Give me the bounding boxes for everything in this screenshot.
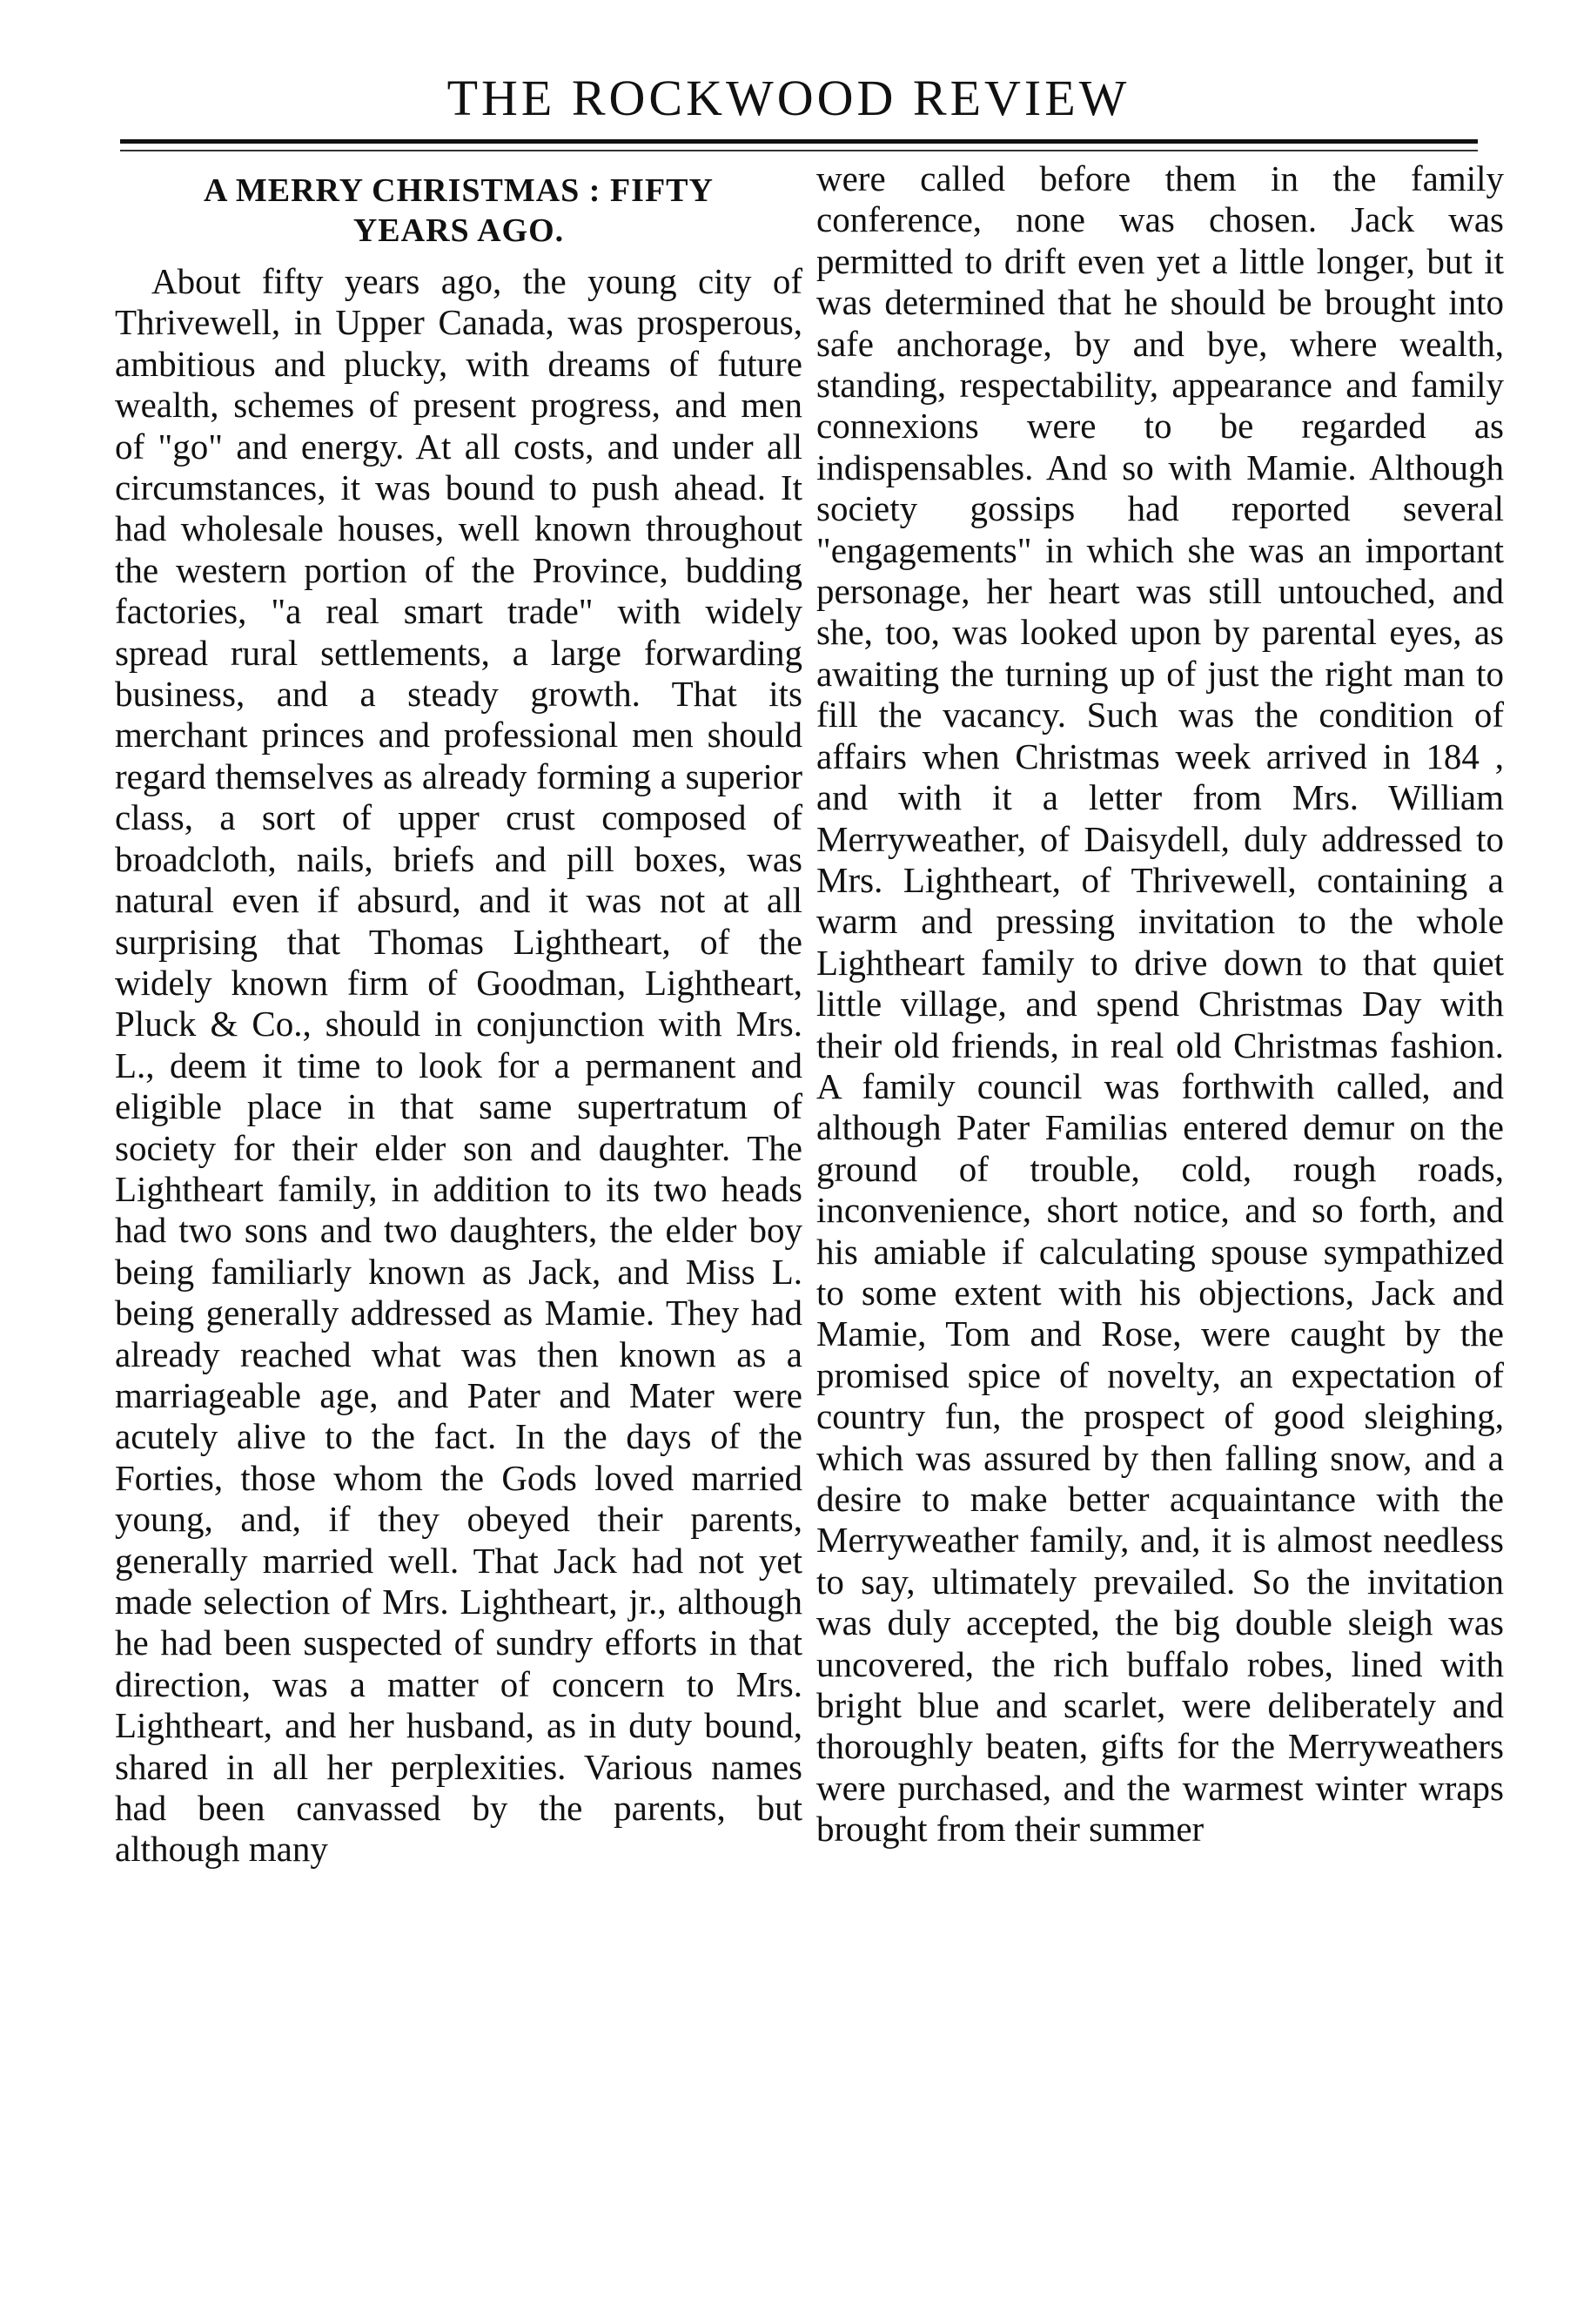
article-column-left — [115, 158, 802, 1871]
masthead-rule-thin — [120, 150, 1478, 151]
article-headline-line1: A MERRY CHRISTMAS : FIFTY — [204, 172, 714, 209]
article-headline — [115, 171, 802, 251]
article-body-right: were called before them in the family conference, none was chosen. Jack was permitted to drift even yet a little longer, but it was determined that he should be brought into safe anchorage, by and bye, where wealth, standing, respectability, appearance and family connexions were to be regarded as indispensables. And so with Mamie. Although society gossips had reported several "engagements" in which she was an important personage, her heart was still untouched, and she, too, was looked upon by parental eyes, as awaiting the turning up of just the right man to fill the vacancy. Such was the condition of affairs when Christmas week arrived in 184 , and with it a letter from Mrs. William Merryweather, of Daisydell, duly addressed to Mrs. Lightheart, of Thrivewell, containing a warm and pressing invitation to the whole Lightheart family to drive down to that quiet little village, and spend Christmas Day with their old friends, in real old Christmas fashion. A family council was forthwith called, and although Pater Familias entered demur on the ground of trouble, cold, rough roads, inconvenience, short notice, and so forth, and his amiable if calculating spouse sympathized to some extent with his objections, Jack and Mamie, Tom and Rose, were caught by the promised spice of novelty, an expectation of country fun, the prospect of good sleighing, which was assured by then falling snow, and a desire to make better acquaintance with the Merryweather family, and, it is almost needless to say, ultimately prevailed. So the invitation was duly accepted, the big double sleigh was uncovered, the rich buffalo robes, lined with bright blue and scarlet, were deliberately and thoroughly beaten, gifts for the Merryweathers were purchased, and the warmest winter wraps brought from their summer — [816, 158, 1504, 1850]
masthead-rule-thick — [120, 139, 1478, 144]
masthead-title: THE ROCKWOOD REVIEW — [446, 70, 1131, 126]
article-headline-line2: YEARS AGO. — [352, 212, 565, 249]
article-column-right — [816, 158, 1504, 1850]
article-body-left: About fifty years ago, the young city of Thrivewell, in Upper Canada, was prosperous, ambitious and plucky, with dreams of future wealth, schemes of present progress, and men of "go" and energy. At all costs, and under all circumstances, it was bound to push ahead. It had wholesale houses, well known throughout the western portion of the Province, budding factories, "a real smart trade" with widely spread rural settlements, a large forwarding business, and a steady growth. That its merchant princes and professional men should regard themselves as already forming a superior class, a sort of upper crust composed of broadcloth, nails, briefs and pill boxes, was natural even if absurd, and it was not at all surprising that Thomas Lightheart, of the widely known firm of Goodman, Lightheart, Pluck & Co., should in conjunction with Mrs. L., deem it time to look for a permanent and eligible place in that same supertratum of society for their elder son and daughter. The Lightheart family, in addition to its two heads had two sons and two daughters, the elder boy being familiarly known as Jack, and Miss L. being generally addressed as Mamie. They had already reached what was then known as a marriageable age, and Pater and Mater were acutely alive to the fact. In the days of the Forties, those whom the Gods loved married young, and, if they obeyed their parents, generally married well. That Jack had not yet made selection of Mrs. Lightheart, jr., although he had been suspected of sundry efforts in that direction, was a matter of concern to Mrs. Lightheart, and her husband, as in duty bound, shared in all her perplexities. Various names had been canvassed by the parents, but although many — [115, 261, 802, 1870]
